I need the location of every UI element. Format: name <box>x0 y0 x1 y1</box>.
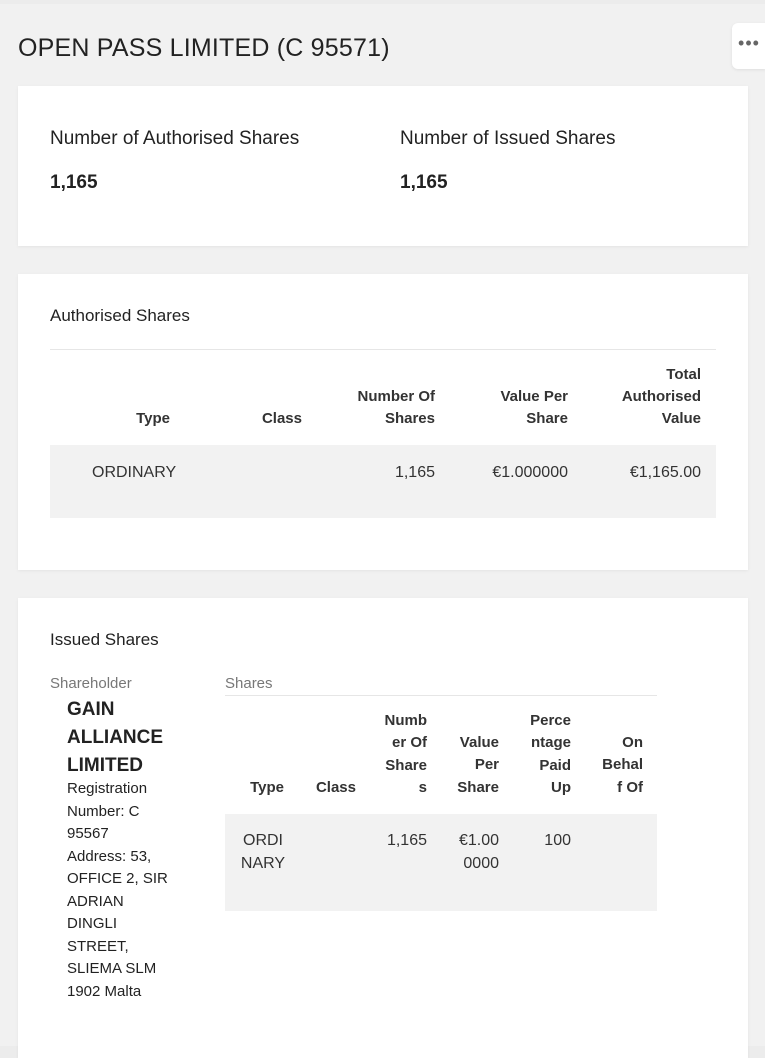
company-page <box>0 4 765 1046</box>
header-line: er Of <box>391 734 427 752</box>
detail-line: Number: C <box>67 802 140 820</box>
detail-line: ADRIAN <box>67 892 124 910</box>
shareholder-details <box>67 778 177 1003</box>
header-line: Share <box>526 410 568 427</box>
header-line: ntage <box>530 734 571 752</box>
cell-percentage-paid-up: 100 <box>544 832 571 849</box>
column-header-class: Class <box>315 779 356 796</box>
detail-line: DINGLI <box>67 915 118 932</box>
column-header-percentage-paid-up <box>521 710 571 799</box>
column-header-type: Type <box>136 410 170 427</box>
cell-number-of-shares: 1,165 <box>386 832 427 849</box>
cell-line: NARY <box>240 855 286 872</box>
column-header-total-authorised-value <box>601 364 701 430</box>
column-header-class: Class <box>261 410 302 427</box>
issued-shares-label: Number of Issued Shares <box>400 128 616 149</box>
column-header-number-of-shares <box>377 710 427 799</box>
column-header-type: Type <box>250 779 284 796</box>
header-line: s <box>418 778 427 796</box>
header-line: Perce <box>530 712 571 729</box>
detail-line: STREET, <box>67 937 129 955</box>
cell-line: €1.00 <box>458 832 499 849</box>
detail-line: SLIEMA SLM <box>67 960 157 977</box>
page-title: OPEN PASS LIMITED (C 95571) <box>18 34 390 62</box>
authorised-shares-card <box>18 274 748 570</box>
cell-total-authorised-value: €1,165.00 <box>629 464 701 481</box>
cell-type <box>235 829 291 875</box>
detail-line: Address: 53, <box>67 847 152 865</box>
cell-value-per-share <box>443 829 499 875</box>
share-summary-card <box>18 86 748 246</box>
issued-shares-card <box>18 598 748 1058</box>
shares-label: Shares <box>225 675 273 692</box>
detail-line: 1902 Malta <box>67 982 142 1000</box>
authorised-shares-label: Number of Authorised Shares <box>50 128 300 149</box>
header-line: Paid <box>539 756 571 774</box>
header-line: Number Of <box>357 388 435 405</box>
column-header-value-per-share <box>478 386 568 430</box>
name-line: GAIN <box>67 699 115 720</box>
table-row <box>225 814 657 911</box>
column-header-value-per-share <box>449 732 499 799</box>
issued-shares-value: 1,165 <box>400 172 448 193</box>
divider <box>225 695 657 696</box>
name-line: LIMITED <box>67 755 143 776</box>
cell-line: ORDI <box>243 832 283 849</box>
column-header-number-of-shares <box>345 386 435 430</box>
detail-line: Registration <box>67 780 148 797</box>
cell-number-of-shares: 1,165 <box>394 464 435 481</box>
header-line: Up <box>551 778 571 796</box>
header-line: Value <box>661 410 701 427</box>
cell-type: ORDINARY <box>92 464 177 481</box>
header-line: On <box>622 734 643 751</box>
divider <box>50 349 716 350</box>
header-line: Authorised <box>621 388 701 405</box>
authorised-shares-value: 1,165 <box>50 172 98 193</box>
shareholder-name <box>67 696 163 780</box>
cell-value-per-share: €1.000000 <box>492 464 568 481</box>
header-line: Numb <box>384 712 427 729</box>
detail-line: 95567 <box>67 825 109 842</box>
authorised-shares-title: Authorised Shares <box>50 306 190 325</box>
issued-shares-title: Issued Shares <box>50 630 159 649</box>
more-options-button[interactable] <box>732 23 765 69</box>
header-line: Behal <box>602 756 643 774</box>
table-row <box>50 445 716 518</box>
name-line: ALLIANCE <box>67 727 164 748</box>
header-line: Total <box>666 366 701 383</box>
header-line: Shares <box>384 410 435 427</box>
column-header-on-behalf-of <box>593 732 643 799</box>
more-horizontal-icon: ••• <box>738 33 760 53</box>
detail-line: OFFICE 2, SIR <box>67 870 168 887</box>
header-line: f Of <box>617 778 643 796</box>
header-line: Share <box>385 756 427 774</box>
cell-line: 0000 <box>463 855 499 872</box>
header-line: Share <box>457 778 499 796</box>
header-line: Value <box>459 734 499 751</box>
shareholder-label: Shareholder <box>50 675 132 692</box>
header-line: Value Per <box>500 388 568 405</box>
header-line: Per <box>474 756 499 774</box>
